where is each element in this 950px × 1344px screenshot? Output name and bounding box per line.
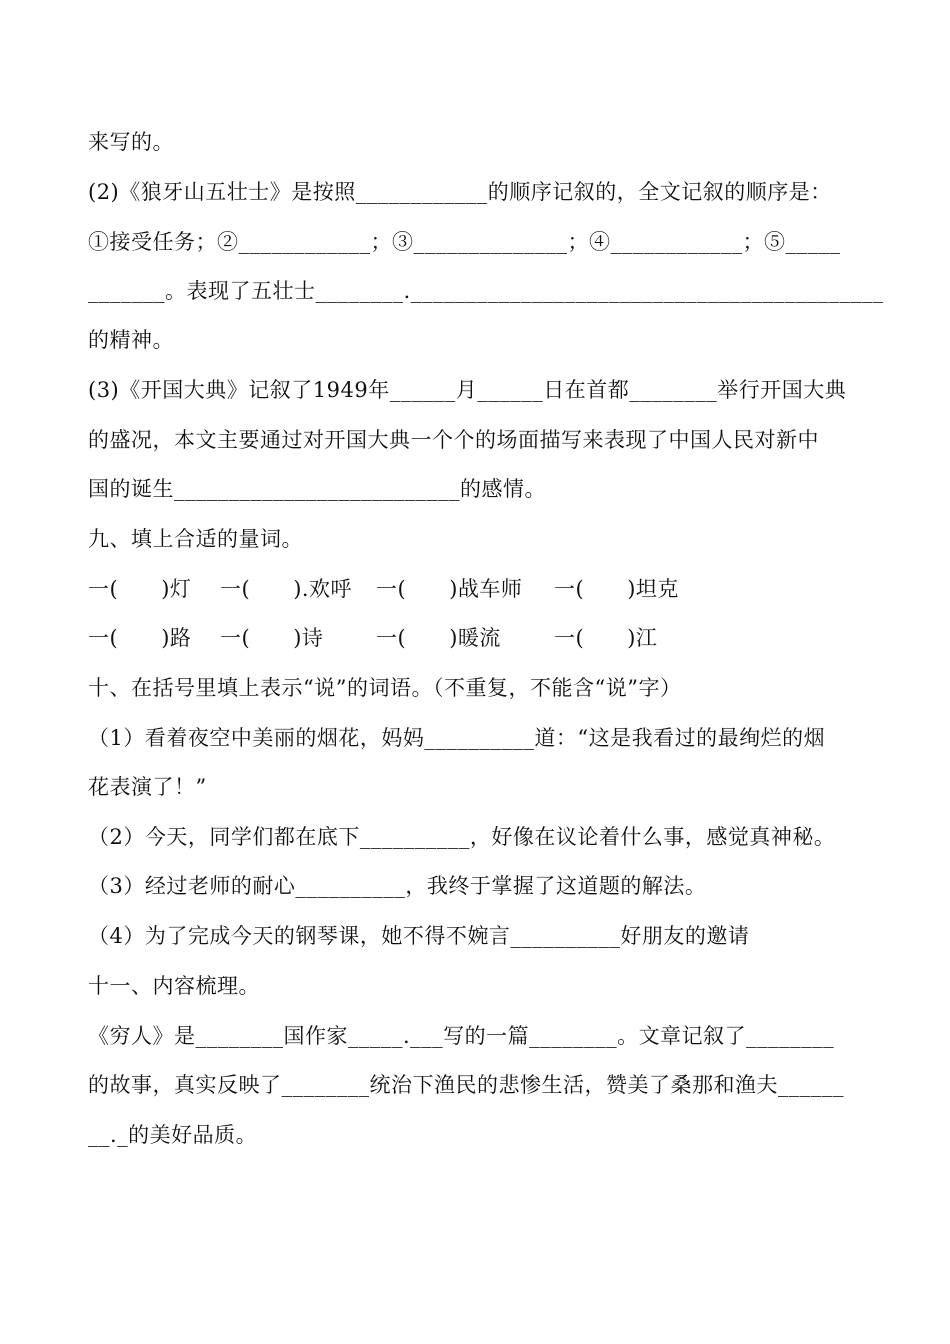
question-11-line1: 《穷人》是________国作家_____.___写的一篇________。文章记叙了________: [88, 1024, 835, 1048]
text-line: 来写的。: [88, 130, 174, 154]
measure-word-item: 一( )暖流: [376, 626, 501, 650]
measure-word-item: 一( )灯: [88, 577, 192, 601]
question-8-2-line1: (2)《狼牙山五壮士》是按照____________的顺序记叙的，全文记叙的顺序是：: [88, 180, 832, 204]
measure-word-row-1: [88, 575, 870, 603]
question-10-4: （4）为了完成今天的钢琴课，她不得不婉言__________好朋友的邀请: [88, 924, 750, 948]
section-11-title: 十一、内容梳理。: [88, 974, 260, 998]
question-8-2-line4: 的精神。: [88, 328, 174, 352]
question-10-3: （3）经过老师的耐心__________，我终于掌握了这道题的解法。: [88, 874, 707, 898]
measure-word-item: 一( )江: [554, 626, 658, 650]
measure-word-item: 一( ).欢呼: [220, 577, 353, 601]
question-11-line3: __._的美好品质。: [88, 1123, 258, 1147]
question-10-1-line1: （1）看着夜空中美丽的烟花，妈妈__________道：“这是我看过的最绚烂的烟: [88, 726, 826, 750]
measure-word-item: 一( )路: [88, 626, 192, 650]
measure-word-item: 一( )坦克: [554, 577, 679, 601]
question-8-2-line3: _______。表现了五壮士________.___________________________________________: [88, 279, 884, 303]
question-8-3-line3: 国的诞生__________________________的感情。: [88, 477, 546, 501]
question-8-3-line2: 的盛况，本文主要通过对开国大典一个个的场面描写来表现了中国人民对新中: [88, 428, 819, 452]
section-9-title: 九、填上合适的量词。: [88, 527, 303, 551]
question-10-1-line2: 花表演了！”: [88, 775, 207, 799]
measure-word-item: 一( )战车师: [376, 577, 523, 601]
question-8-3-line1: (3)《开国大典》记叙了1949年______月______日在首都________举行开国大典: [88, 378, 847, 402]
question-10-2: （2）今天，同学们都在底下__________，好像在议论着什么事，感觉真神秘。: [88, 825, 836, 849]
measure-word-row-2: [88, 624, 870, 652]
question-11-line2: 的故事，真实反映了________统治下渔民的悲惨生活，赞美了桑那和渔夫______: [88, 1073, 844, 1097]
question-8-2-line2: ①接受任务；②____________；③______________；④____________；⑤_____: [88, 230, 841, 254]
section-10-title: 十、在括号里填上表示“说”的词语。（不重复，不能含“说”字）: [88, 676, 682, 700]
measure-word-item: 一( )诗: [220, 626, 324, 650]
